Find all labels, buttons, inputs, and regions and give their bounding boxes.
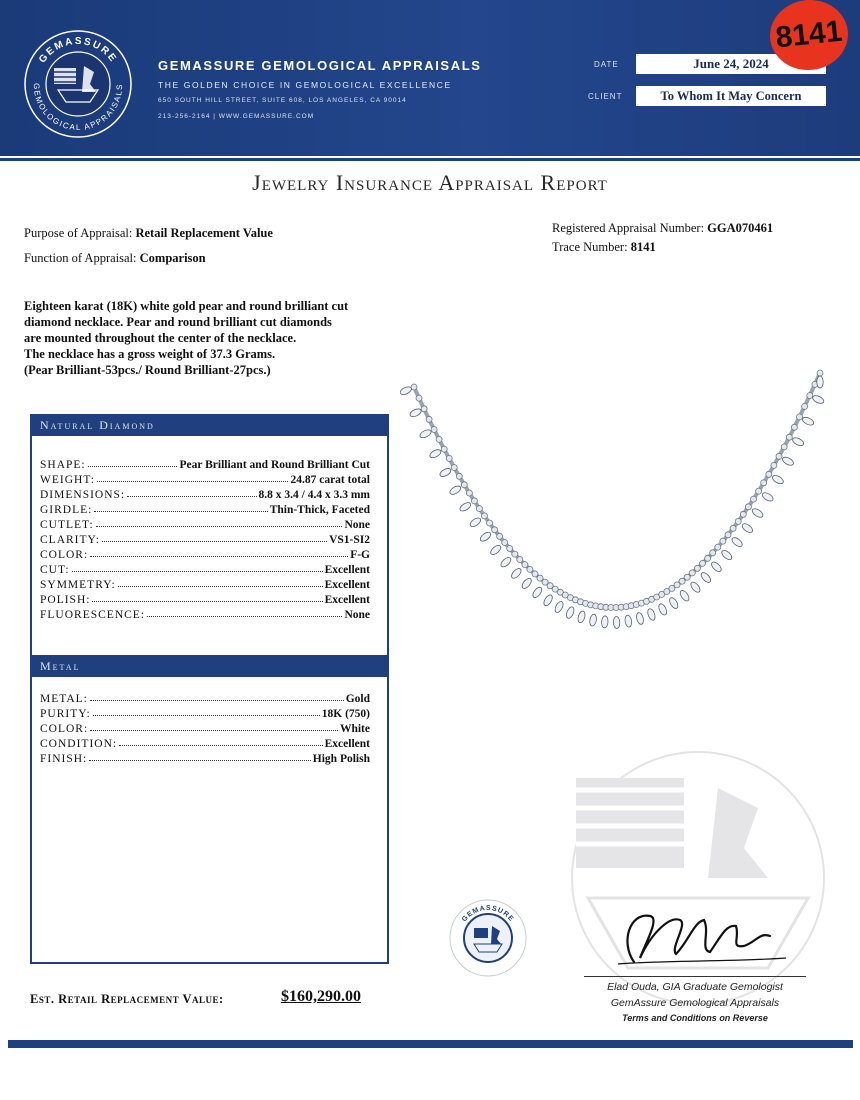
spec-value: Excellent: [324, 738, 370, 750]
appraiser-company: GemAssure Gemological Appraisals: [610, 997, 780, 1009]
round-diamond: [471, 498, 477, 504]
round-diamond: [502, 540, 508, 546]
round-diamond: [674, 582, 680, 588]
function-label: Function of Appraisal:: [24, 251, 137, 265]
dot-leader: [97, 481, 289, 482]
dot-leader: [119, 745, 323, 746]
dot-leader: [96, 526, 343, 527]
spec-label: COLOR:: [40, 723, 89, 735]
pear-diamond: [469, 516, 483, 528]
spec-label: COLOR:: [40, 549, 89, 561]
gemassure-seal: [448, 898, 528, 978]
dot-leader: [127, 496, 256, 497]
round-diamond: [466, 490, 472, 496]
registered-line: [552, 221, 773, 236]
necklace-photo: [400, 365, 840, 715]
dot-leader: [94, 511, 267, 512]
footer-band: [8, 1040, 853, 1048]
spec-value: VS1-SI2: [329, 534, 370, 546]
client-label: CLIENT: [588, 92, 623, 101]
purpose-value: Retail Replacement Value: [135, 226, 273, 240]
round-diamond: [776, 453, 782, 459]
round-diamond: [436, 436, 442, 442]
company-name: GEMASSURE GEMOLOGICAL APPRAISALS: [158, 58, 482, 73]
spec-row: [40, 546, 370, 561]
pear-diamond: [531, 586, 543, 599]
round-diamond: [797, 414, 803, 420]
pear-diamond: [439, 467, 453, 478]
spec-row: [40, 516, 370, 531]
round-diamond: [802, 403, 808, 409]
spec-row: [40, 531, 370, 546]
pear-diamond: [459, 501, 473, 513]
header-divider: [0, 158, 860, 161]
trace-line: [552, 240, 656, 255]
company-tagline: THE GOLDEN CHOICE IN GEMOLOGICAL EXCELLENCE: [158, 80, 452, 90]
round-diamond: [684, 574, 690, 580]
round-diamond: [456, 473, 462, 479]
spec-value: Excellent: [324, 594, 370, 606]
pear-diamond: [635, 612, 644, 625]
round-diamond: [781, 444, 787, 450]
round-diamond: [416, 395, 422, 401]
spec-row: [40, 561, 370, 576]
pear-diamond: [791, 436, 805, 447]
spec-value: None: [344, 519, 370, 531]
spec-value: Excellent: [324, 579, 370, 591]
spec-row: [40, 591, 370, 606]
dot-leader: [93, 715, 320, 716]
dot-leader: [90, 700, 344, 701]
terms-note: Terms and Conditions on Reverse: [622, 1013, 768, 1023]
pear-diamond: [499, 556, 512, 569]
round-diamond: [411, 384, 417, 390]
company-address: 650 SOUTH HILL STREET, SUITE 608, LOS ANGELES, CA 90014: [158, 97, 407, 104]
pear-diamond: [689, 581, 702, 594]
spec-label: CONDITION:: [40, 738, 118, 750]
dot-leader: [72, 571, 323, 572]
description-line: (Pear Brilliant-53pcs./ Round Brilliant-27pcs.): [24, 363, 271, 377]
pear-diamond: [613, 616, 620, 628]
round-diamond: [492, 527, 498, 533]
round-diamond: [476, 506, 482, 512]
round-diamond: [817, 370, 823, 376]
seal-text: GEMASSURE: [461, 904, 516, 924]
spec-label: WEIGHT:: [40, 474, 95, 486]
metal-section-header: Metal: [30, 655, 389, 677]
pear-diamond: [761, 491, 775, 503]
spec-label: FLUORESCENCE:: [40, 609, 146, 621]
spec-value: F-G: [350, 549, 370, 561]
pear-diamond: [409, 407, 423, 418]
pear-diamond: [419, 428, 433, 439]
dot-leader: [88, 466, 178, 467]
pear-diamond: [489, 544, 502, 557]
round-diamond: [791, 424, 797, 430]
pear-diamond: [565, 606, 575, 620]
spec-value: Pear Brilliant and Round Brilliant Cut: [179, 459, 370, 471]
spec-value: 24.87 carat total: [290, 474, 370, 486]
diamond-section-header: Natural Diamond: [30, 414, 389, 436]
round-diamond: [715, 544, 721, 550]
pear-diamond: [429, 448, 443, 459]
round-diamond: [745, 504, 751, 510]
registered-value: GGA070461: [707, 221, 774, 235]
round-diamond: [771, 462, 777, 468]
round-diamond: [761, 480, 767, 486]
spec-row: [40, 735, 370, 750]
spec-row: [40, 576, 370, 591]
dot-leader: [90, 730, 338, 731]
date-label: DATE: [594, 60, 619, 69]
dot-leader: [147, 616, 342, 617]
round-diamond: [679, 578, 685, 584]
pear-diamond: [801, 416, 815, 427]
spec-label: CUT:: [40, 564, 70, 576]
pear-diamond: [657, 603, 668, 617]
spec-value: Excellent: [324, 564, 370, 576]
stamp-number-badge: 8141: [767, 0, 852, 74]
pear-diamond: [771, 474, 785, 486]
round-diamond: [512, 551, 518, 557]
function-line: [24, 251, 206, 266]
spec-value: 18K (750): [321, 708, 370, 720]
round-diamond: [446, 455, 452, 461]
pear-diamond: [510, 567, 523, 580]
dot-leader: [92, 601, 322, 602]
round-diamond: [482, 513, 488, 519]
spec-row: [40, 606, 370, 621]
round-diamond: [705, 555, 711, 561]
function-value: Comparison: [139, 251, 206, 265]
spec-label: SHAPE:: [40, 459, 86, 471]
trace-label: Trace Number:: [552, 240, 628, 254]
page-title: Jewelry Insurance Appraisal Report: [252, 170, 608, 195]
round-diamond: [751, 496, 757, 502]
pear-diamond: [699, 571, 712, 584]
spec-label: CUTLET:: [40, 519, 94, 531]
date-value: June 24, 2024: [636, 54, 826, 74]
spec-label: FINISH:: [40, 753, 88, 765]
spec-label: POLISH:: [40, 594, 91, 606]
spec-label: GIRDLE:: [40, 504, 93, 516]
pear-diamond: [741, 522, 754, 534]
spec-value: Thin-Thick, Faceted: [269, 504, 370, 516]
spec-value: 8.8 x 3.4 / 4.4 x 3.3 mm: [258, 489, 370, 501]
spec-label: SYMMETRY:: [40, 579, 116, 591]
round-diamond: [720, 538, 726, 544]
round-diamond: [497, 533, 503, 539]
registered-label: Registered Appraisal Number:: [552, 221, 705, 235]
round-diamond: [487, 520, 493, 526]
spec-label: PURITY:: [40, 708, 91, 720]
round-diamond: [517, 557, 523, 563]
estimate-label: Est. Retail Replacement Value:: [30, 992, 224, 1006]
round-diamond: [725, 532, 731, 538]
pear-diamond: [710, 560, 723, 573]
pear-diamond: [589, 614, 597, 627]
round-diamond: [527, 566, 533, 572]
round-diamond: [522, 562, 528, 568]
spec-label: CLARITY:: [40, 534, 100, 546]
dot-leader: [118, 586, 323, 587]
round-diamond: [740, 511, 746, 517]
pear-diamond: [817, 376, 823, 388]
spec-row: [40, 456, 370, 471]
spec-label: METAL:: [40, 693, 88, 705]
spec-value: None: [344, 609, 370, 621]
spec-label: DIMENSIONS:: [40, 489, 126, 501]
pear-diamond: [646, 608, 656, 621]
pear-diamond: [542, 594, 554, 608]
round-diamond: [421, 406, 427, 412]
signature-line: [584, 976, 806, 977]
round-diamond: [807, 393, 813, 399]
appraiser-name: Elad Ouda, GIA Graduate Gemologist: [607, 981, 783, 993]
pear-diamond: [520, 577, 533, 590]
spec-row: [40, 720, 370, 735]
pear-diamond: [668, 596, 680, 610]
round-diamond: [735, 518, 741, 524]
round-diamond: [700, 560, 706, 566]
pear-diamond: [624, 615, 632, 628]
round-diamond: [689, 570, 695, 576]
description-line: The necklace has a gross weight of 37.3 Grams.: [24, 347, 276, 361]
pear-diamond: [811, 394, 825, 405]
round-diamond: [537, 575, 543, 581]
round-diamond: [461, 482, 467, 488]
description-line: diamond necklace. Pear and round brilliant cut diamonds: [24, 315, 332, 329]
estimate-value: $160,290.00: [281, 988, 361, 1005]
logo-text-bottom: GEMOLOGICAL APPRAISALS: [31, 83, 125, 133]
description-line: Eighteen karat (18K) white gold pear and round brilliant cut: [24, 299, 349, 313]
spec-value: Gold: [345, 693, 370, 705]
dot-leader: [89, 760, 311, 761]
trace-value: 8141: [630, 240, 656, 254]
round-diamond: [710, 550, 716, 556]
spec-row: [40, 705, 370, 720]
client-value: To Whom It May Concern: [636, 86, 826, 106]
item-description: [24, 298, 444, 378]
pear-diamond: [720, 549, 733, 562]
pear-diamond: [553, 600, 564, 614]
spec-row: [40, 501, 370, 516]
round-diamond: [694, 565, 700, 571]
round-diamond: [766, 471, 772, 477]
dot-leader: [90, 556, 348, 557]
round-diamond: [451, 465, 457, 471]
signature: [610, 902, 790, 974]
pear-diamond: [730, 536, 743, 548]
company-logo: [22, 28, 134, 140]
logo-text-top: GEMASSURE: [37, 35, 119, 66]
pear-diamond: [601, 616, 608, 628]
pear-diamond: [479, 531, 492, 543]
purpose-label: Purpose of Appraisal:: [24, 226, 133, 240]
spec-value: White: [339, 723, 370, 735]
round-diamond: [507, 546, 513, 552]
spec-row: [40, 486, 370, 501]
necklace-illustration: [400, 365, 840, 715]
spec-row: [40, 750, 370, 765]
pear-diamond: [679, 589, 691, 602]
spec-row: [40, 690, 370, 705]
spec-value: High Polish: [312, 753, 370, 765]
description-line: are mounted throughout the center of the necklace.: [24, 331, 297, 345]
round-diamond: [532, 571, 538, 577]
spec-row: [40, 471, 370, 486]
dot-leader: [102, 541, 327, 542]
company-contact: 213-256-2164 | WWW.GEMASSURE.COM: [158, 113, 315, 120]
round-diamond: [756, 488, 762, 494]
round-diamond: [730, 525, 736, 531]
round-diamond: [441, 446, 447, 452]
pear-diamond: [751, 507, 765, 519]
purpose-line: [24, 226, 273, 241]
pear-diamond: [577, 610, 587, 623]
pear-diamond: [781, 456, 795, 467]
pear-diamond: [449, 484, 463, 496]
round-diamond: [786, 434, 792, 440]
round-diamond: [426, 416, 432, 422]
round-diamond: [431, 427, 437, 433]
